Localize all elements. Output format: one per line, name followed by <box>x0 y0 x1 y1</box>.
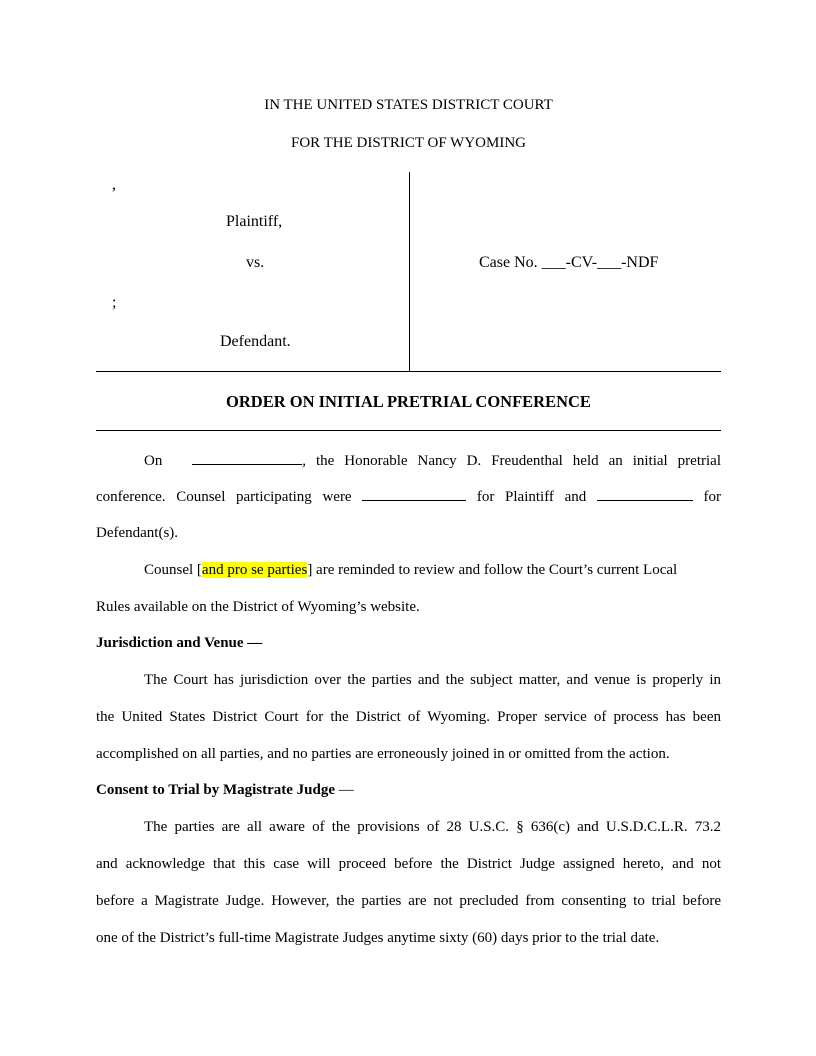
title-bottom-rule <box>96 430 721 431</box>
court-district-line: FOR THE DISTRICT OF WYOMING <box>290 135 527 151</box>
plaintiff-counsel-blank[interactable] <box>362 486 466 501</box>
conference-date-blank[interactable] <box>192 450 302 465</box>
plaintiff-label: Plaintiff, <box>226 213 283 230</box>
intro-on: On <box>144 453 163 469</box>
intro-line-2 <box>96 486 721 506</box>
defendant-name-mark: ; <box>112 294 117 311</box>
consent-line: and acknowledge that this case will proceed before the District Judge assigned hereto, and not <box>96 856 721 872</box>
reminder-line-1 <box>96 560 721 580</box>
defendant-label: Defendant. <box>220 333 291 350</box>
court-name-line: IN THE UNITED STATES DISTRICT COURT <box>264 97 553 113</box>
case-number: Case No. ___-CV-___-NDF <box>479 254 659 271</box>
jurisdiction-line: the United States District Court for the District of Wyoming. Proper service of process has been <box>96 709 721 725</box>
jurisdiction-line: The Court has jurisdiction over the parties and the subject matter, and venue is properly in <box>144 672 721 688</box>
reminder-rest: ] are reminded to review and follow the Court’s current Local <box>307 562 678 578</box>
jurisdiction-line: accomplished on all parties, and no parties are erroneously joined in or omitted from the action. <box>96 746 670 762</box>
title-top-rule <box>96 371 721 372</box>
intro-line-3: Defendant(s). <box>96 525 179 541</box>
caption-divider <box>409 172 410 371</box>
consent-line: one of the District’s full-time Magistrate Judges anytime sixty (60) days prior to the trial date. <box>96 930 660 946</box>
consent-heading <box>96 780 721 800</box>
intro-held-text: , the Honorable Nancy D. Freudenthal held an initial pretrial <box>302 453 721 469</box>
consent-heading-text: Consent to Trial by Magistrate Judge <box>96 782 336 798</box>
highlighted-pro-se-text: and pro se parties <box>201 562 308 578</box>
order-title: ORDER ON INITIAL PRETRIAL CONFERENCE <box>226 392 591 411</box>
plaintiff-name-mark: , <box>112 176 116 193</box>
consent-heading-dash: — <box>335 782 354 798</box>
defendant-counsel-blank[interactable] <box>597 486 693 501</box>
jurisdiction-heading: Jurisdiction and Venue — <box>96 635 263 651</box>
versus-label: vs. <box>246 254 265 271</box>
intro-conference: conference. <box>96 489 166 505</box>
consent-line: The parties are all aware of the provisions of 28 U.S.C. § 636(c) and U.S.D.C.L.R. 73.2 <box>144 819 721 835</box>
intro-for-plaintiff: for Plaintiff and <box>476 489 587 505</box>
reminder-line-2: Rules available on the District of Wyoming’s website. <box>96 599 420 615</box>
intro-counsel-participating: Counsel participating were <box>176 489 352 505</box>
reminder-counsel: Counsel [ <box>144 562 202 578</box>
consent-line: before a Magistrate Judge. However, the parties are not precluded from consenting to trial before <box>96 893 721 909</box>
intro-for: for <box>703 489 722 505</box>
intro-line-1 <box>96 450 721 470</box>
